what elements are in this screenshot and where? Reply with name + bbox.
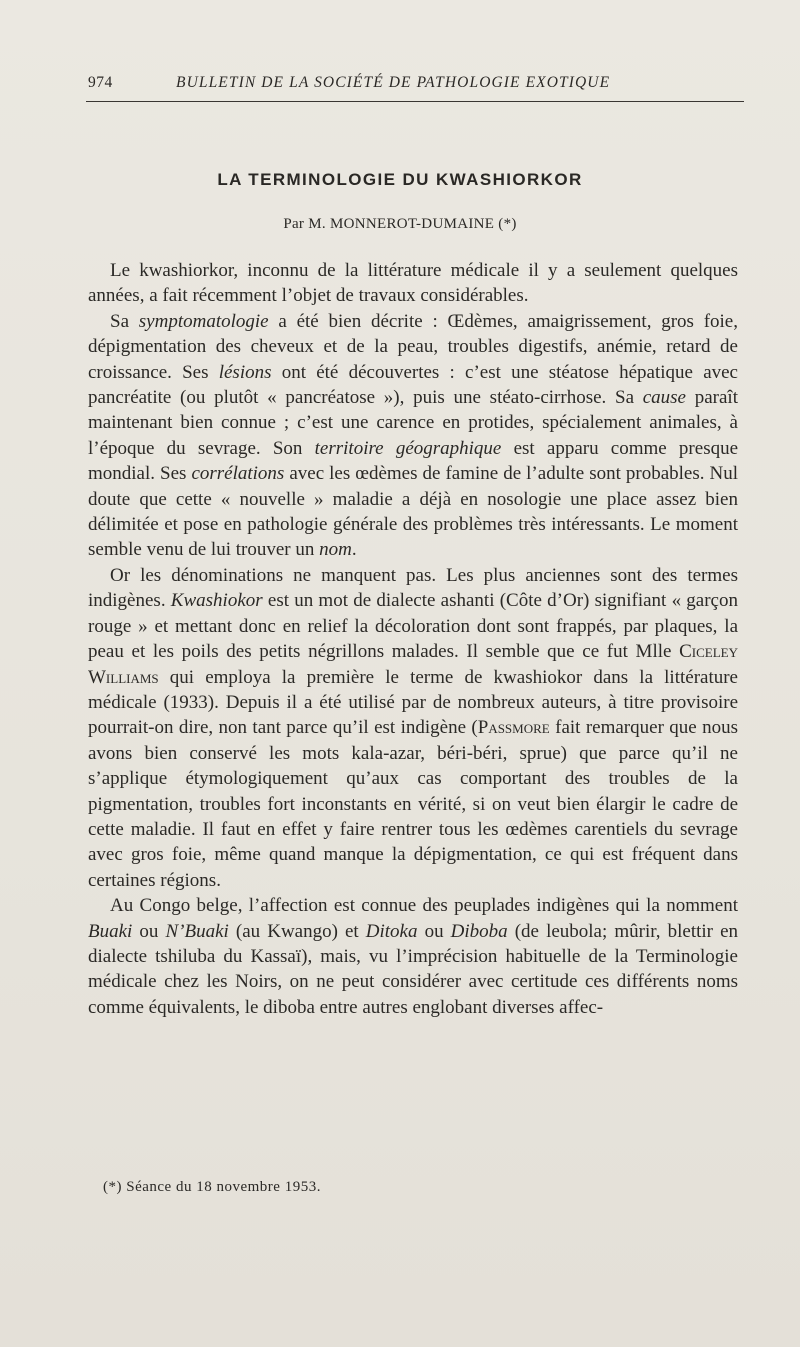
text-run: avec les œdèmes de famine de l’adulte sont probables. Nul doute que cette « nouvelle » maladie a déjà en nosologie une place assez bien délimitée et pose en pathologie générale des problèmes très intéressants. Le moment semble venu de lui trouver un (88, 463, 738, 561)
text-run: Sa (110, 310, 139, 332)
italic-term: symptomatologie (138, 310, 269, 332)
paragraph-2 (88, 309, 738, 563)
page-number: 974 (88, 74, 113, 91)
journal-title: BULLETIN DE LA SOCIÉTÉ DE PATHOLOGIE EXOTIQUE (176, 74, 611, 91)
paragraph-1 (88, 258, 738, 309)
footnote: (*) Séance du 18 novembre 1953. (103, 1179, 321, 1195)
text-run: paraît maintenant bien connue ; c’est une carence en protides, spécialement animales, à l’époque du sevrage. Son (88, 387, 738, 459)
text-run: ou (417, 920, 451, 942)
article-body (88, 258, 738, 1020)
article-title: LA TERMINOLOGIE DU KWASHIORKOR (217, 170, 583, 189)
text-run: a été bien décrite : Œdèmes, amaigrissement, gros foie, dépigmentation des cheveux et de la peau, troubles digestifs, anémie, retard de croissance. Ses (88, 310, 738, 383)
italic-term: Kwashiokor (170, 590, 263, 612)
text-run: qui employa la première le terme de kwashiokor dans la littérature médicale (1933). Depuis il a été utilisé par de nombreux auteurs, à titre provisoire pourrait-on dire, non tant parce qu’il est indigène ( (88, 666, 738, 739)
italic-term: lésions (218, 361, 272, 383)
header-rule (86, 101, 744, 102)
text-run: Or les dénominations ne manquent pas. Les plus anciennes sont des termes indigènes. (88, 564, 738, 612)
italic-term: cause (642, 387, 686, 409)
text-run: Le kwashiorkor, inconnu de la littérature médicale il y a seulement quelques années, a fait récemment l’objet de travaux considérables. (88, 260, 738, 307)
text-run: est apparu comme presque mondial. Ses (88, 437, 739, 485)
text-run: Au Congo belge, l’affection est connue des peuplades indigènes qui la nomment (110, 895, 738, 917)
author-name: Ciceley Williams (88, 641, 738, 688)
text-run: est un mot de dialecte ashanti (Côte d’Or) signifiant « garçon rouge » et mettant donc en relief la décoloration dont sont frappés, par plaques, la peau et les poils des petits négrillons malades. Il semble que ce fut Mlle (88, 590, 738, 663)
italic-term: N’Buaki (165, 920, 229, 942)
text-run: ont été découvertes : c’est une stéatose hépatique avec pancréatite (ou plutôt « pancréatose »), puis une stéato-cirrhose. Sa (88, 361, 738, 409)
italic-term: Ditoka (365, 920, 418, 942)
text-run: ou (132, 920, 166, 942)
author-byline: Par M. MONNEROT-DUMAINE (*) (283, 216, 517, 232)
text-run: fait remarquer que nous avons bien conservé les mots kala-azar, béri-béri, sprue) que parce qu’il ne s’applique étymologiquement qu’aux cas comportant des troubles de la pigmentation, troubles fort inconstants en vérité, si on veut bien élargir le cadre de cette maladie. Il faut en effet y faire rentrer tous les œdèmes carentiels du sevrage avec gros foie, même quand manque la dépigmentation, ce qui est fréquent dans certaines régions. (88, 717, 738, 891)
italic-term: Diboba (450, 920, 508, 942)
text-run: (au Kwango) et (228, 920, 366, 942)
author-name: Passmore (477, 717, 550, 739)
italic-term: territoire géographique (314, 437, 502, 459)
text-run: (de leubola; mûrir, blettir en dialecte tshiluba du Kassaï), mais, vu l’imprécision habituelle de la Terminologie médicale chez les Noirs, on ne peut considérer avec certitude ces différents noms comme équivalents, le diboba entre autres englobant diverses affec- (88, 920, 738, 1018)
running-header (88, 72, 738, 102)
text-run: . (351, 539, 357, 561)
italic-term: nom (319, 539, 352, 561)
italic-term: corrélations (191, 463, 285, 485)
paragraph-3 (88, 563, 738, 893)
italic-term: Buaki (88, 920, 133, 942)
paragraph-4 (88, 893, 738, 1020)
